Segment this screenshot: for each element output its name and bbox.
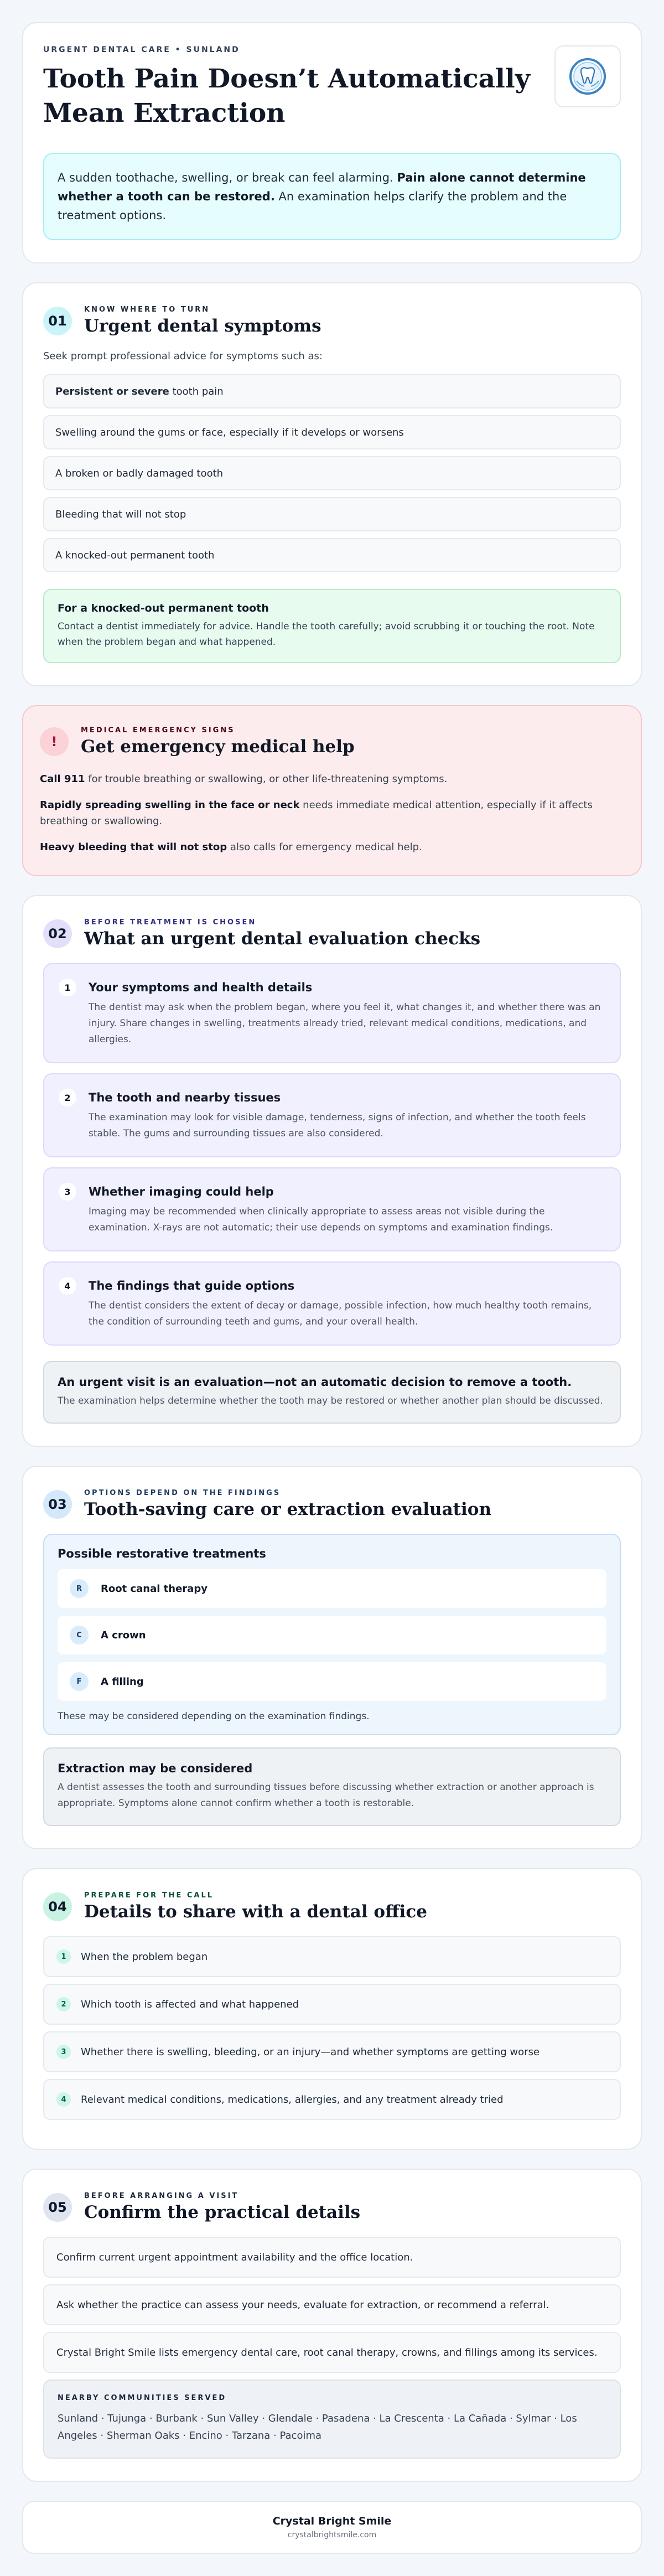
section-number-badge: 02	[43, 919, 72, 948]
hero-eyebrow: URGENT DENTAL CARE • SUNLAND	[43, 45, 240, 54]
callout-title: For a knocked-out permanent tooth	[58, 602, 269, 614]
callout-text: A dentist assesses the tooth and surrounding tissues before discussing whether extraction or another approach is appropriate. Symptoms alone cannot confirm whether a tooth is restorable.	[58, 1782, 594, 1809]
section-title: Get emergency medical help	[81, 737, 355, 757]
alert-icon: !	[40, 727, 69, 756]
emergency-bold: Heavy bleeding that will not stop	[40, 841, 227, 853]
step-text: The examination may look for visible damage, tenderness, signs of infection, and whether the tooth feels stable. The gums and surrounding tissues are also considered.	[89, 1112, 586, 1139]
emergency-bold: Rapidly spreading swelling in the face or neck	[40, 799, 300, 811]
detail-text: Which tooth is affected and what happened	[81, 1998, 299, 2010]
symptom-item	[43, 374, 621, 408]
section-title: Urgent dental symptoms	[84, 316, 321, 336]
section-kicker: PREPARE FOR THE CALL	[84, 1891, 214, 1900]
symptom-item: Bleeding that will not stop	[43, 497, 621, 531]
section-number-badge: 01	[43, 307, 72, 335]
treatment-letter: R	[70, 1579, 89, 1598]
options-card	[22, 1466, 642, 1849]
callout-text: Contact a dentist immediately for advice. Handle the tooth carefully; avoid scrubbing it or touching the root. Note when the problem began and what happened.	[58, 621, 595, 648]
treatment-label: A crown	[101, 1629, 146, 1641]
treatment-letter: F	[70, 1672, 89, 1691]
step-title: The findings that guide options	[89, 1279, 295, 1292]
emergency-line	[40, 797, 624, 829]
restorative-note: These may be considered depending on the examination findings.	[58, 1711, 370, 1722]
section-number-badge: 04	[43, 1892, 72, 1921]
treatment-item	[58, 1662, 606, 1701]
step-text: The dentist may ask when the problem began, where you feel it, what changes it, and whether there was an injury. Share changes in swelling, treatments already tried, relevant medical conditions, medications, and allergies.	[89, 1002, 601, 1045]
detail-item	[43, 1936, 621, 1977]
treatment-label: A filling	[101, 1675, 144, 1688]
detail-text: When the problem began	[81, 1951, 208, 1963]
evaluation-heading	[43, 918, 621, 949]
callout-title: Extraction may be considered	[58, 1762, 253, 1775]
options-heading	[43, 1489, 621, 1519]
symptom-item: Swelling around the gums or face, especially if it develops or worsens	[43, 415, 621, 449]
detail-item	[43, 1984, 621, 2025]
section-number-badge: 05	[43, 2193, 72, 2222]
emergency-line	[40, 839, 624, 855]
evaluation-card	[22, 895, 642, 1447]
section-title: Tooth-saving care or extraction evaluation	[84, 1499, 491, 1519]
practical-item: Crystal Bright Smile lists emergency dental care, root canal therapy, crowns, and fillings among its services.	[43, 2332, 621, 2373]
hero-intro-bold: Pain alone cannot determine whether a tooth can be restored.	[58, 171, 586, 203]
callout-title: An urgent visit is an evaluation—not an automatic decision to remove a tooth.	[58, 1375, 572, 1389]
logo	[554, 45, 621, 107]
details-card	[22, 1868, 642, 2150]
emergency-rest: for trouble breathing or swallowing, or other life-threatening symptoms.	[85, 773, 448, 785]
symptom-item-bold: Persistent or severe	[55, 385, 169, 397]
step-number: 2	[59, 1089, 76, 1106]
communities-kicker: NEARBY COMMUNITIES SERVED	[58, 2394, 227, 2402]
step-title: Whether imaging could help	[89, 1185, 274, 1198]
evaluation-callout	[43, 1361, 621, 1424]
section-title: What an urgent dental evaluation checks	[84, 929, 481, 949]
section-number-badge: 03	[43, 1490, 72, 1519]
footer	[22, 2501, 642, 2554]
treatment-item	[58, 1616, 606, 1654]
restorative-box	[43, 1534, 621, 1735]
section-kicker: BEFORE TREATMENT IS CHOSEN	[84, 918, 257, 927]
tooth-logo-icon	[568, 56, 608, 96]
evaluation-step	[43, 1261, 621, 1346]
step-text: The dentist considers the extent of decay or damage, possible infection, how much healthy tooth remains, the condition of surrounding teeth and gums, and your overall health.	[89, 1300, 592, 1327]
evaluation-step	[43, 1073, 621, 1157]
details-heading	[43, 1891, 621, 1922]
step-title: The tooth and nearby tissues	[89, 1091, 281, 1104]
symptoms-heading	[43, 306, 621, 336]
detail-number: 4	[56, 2092, 71, 2107]
symptoms-card	[22, 282, 642, 686]
step-number: 3	[59, 1183, 76, 1201]
evaluation-step	[43, 963, 621, 1063]
section-kicker: KNOW WHERE TO TURN	[84, 306, 210, 314]
emergency-rest: also calls for emergency medical help.	[227, 841, 422, 853]
evaluation-step	[43, 1167, 621, 1251]
section-title: Confirm the practical details	[84, 2202, 361, 2222]
detail-number: 2	[56, 1997, 71, 2011]
practical-card	[22, 2169, 642, 2482]
communities-list: Sunland · Tujunga · Burbank · Sun Valley · Glendale · Pasadena · La Crescenta · La Cañada · Sylmar · Los Angeles · Sherman Oaks · Encino · Tarzana · Pacoima	[58, 2413, 577, 2441]
symptoms-intro: Seek prompt professional advice for symptoms such as:	[43, 350, 323, 362]
step-text: Imaging may be recommended when clinically appropriate to assess areas not visible during the examination. X-rays are not automatic; their use depends on symptoms and examination findings.	[89, 1206, 553, 1233]
symptom-item-rest: tooth pain	[169, 385, 224, 397]
callout-text: The examination helps determine whether the tooth may be restored or whether another plan should be discussed.	[58, 1395, 603, 1406]
symptom-item: A broken or badly damaged tooth	[43, 456, 621, 490]
section-kicker: OPTIONS DEPEND ON THE FINDINGS	[84, 1489, 281, 1497]
footer-url[interactable]: crystalbrightsmile.com	[287, 2531, 377, 2539]
detail-item	[43, 2079, 621, 2120]
footer-name: Crystal Bright Smile	[272, 2515, 392, 2527]
step-title: Your symptoms and health details	[89, 981, 313, 994]
step-number: 4	[59, 1277, 76, 1295]
detail-text: Relevant medical conditions, medications, allergies, and any treatment already tried	[81, 2093, 504, 2106]
section-kicker: MEDICAL EMERGENCY SIGNS	[81, 726, 235, 734]
restorative-title: Possible restorative treatments	[58, 1547, 266, 1560]
emergency-rest: needs immediate medical attention, especially if it affects breathing or swallowing.	[40, 799, 593, 827]
detail-item	[43, 2031, 621, 2072]
hero-intro-start: A sudden toothache, swelling, or break can feel alarming.	[58, 171, 397, 184]
emergency-card	[22, 705, 642, 876]
communities-box	[43, 2380, 621, 2459]
page-title: Tooth Pain Doesn’t Automatically Mean Extraction	[43, 64, 531, 128]
practical-item: Confirm current urgent appointment availability and the office location.	[43, 2237, 621, 2278]
treatment-item	[58, 1569, 606, 1608]
hero-intro-end: An examination helps clarify the problem and the treatment options.	[58, 190, 567, 222]
detail-number: 3	[56, 2045, 71, 2059]
detail-number: 1	[56, 1949, 71, 1964]
symptom-item: A knocked-out permanent tooth	[43, 538, 621, 572]
practical-item: Ask whether the practice can assess your needs, evaluate for extraction, or recommend a referral.	[43, 2284, 621, 2325]
hero-intro	[43, 153, 621, 240]
hero-card	[22, 22, 642, 263]
treatment-letter: C	[70, 1626, 89, 1644]
emergency-line	[40, 771, 624, 787]
knocked-out-callout	[43, 589, 621, 663]
emergency-heading	[40, 726, 624, 757]
extraction-callout	[43, 1747, 621, 1826]
step-number: 1	[59, 979, 76, 996]
section-title: Details to share with a dental office	[84, 1902, 427, 1922]
treatment-label: Root canal therapy	[101, 1582, 208, 1595]
detail-text: Whether there is swelling, bleeding, or an injury—and whether symptoms are getting worse	[81, 2046, 540, 2058]
practical-heading	[43, 2192, 621, 2222]
emergency-bold: Call 911	[40, 773, 85, 785]
section-kicker: BEFORE ARRANGING A VISIT	[84, 2192, 239, 2200]
